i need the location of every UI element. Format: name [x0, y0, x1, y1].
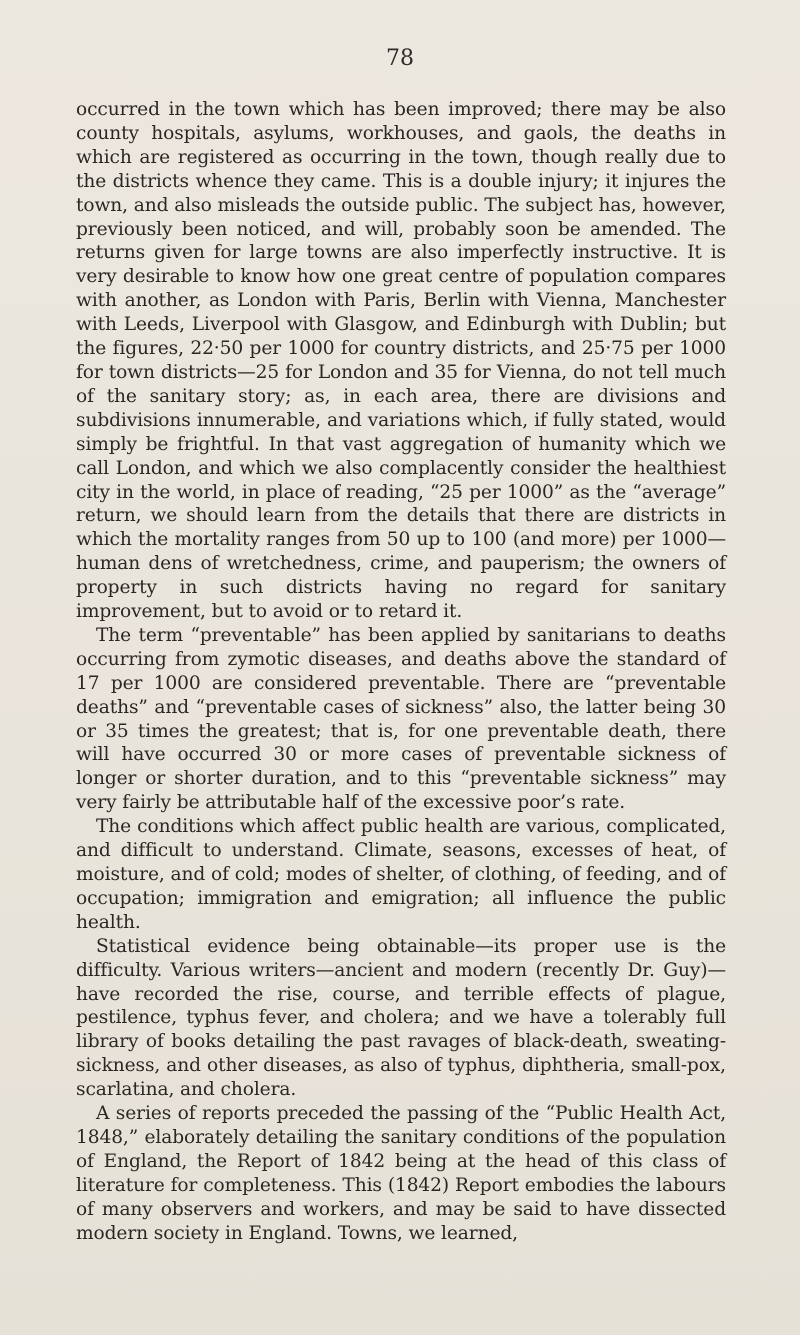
- paragraph-4: Statistical evidence being obtainable—its proper use is the difficulty. Various writers—ancient and modern (recently Dr. Guy)—have recorded the rise, course, and terrible effects of plague, pestilence, typhus fever, and cholera; and we have a tolerably full library of books detailing the past ravages of black-death, sweating-sickness, and other diseases, as also of typhus, diphtheria, small-pox, scarlatina, and cholera.: [76, 935, 726, 1101]
- page-number: 78: [386, 46, 414, 71]
- paragraph-5: A series of reports preceded the passing of the “Public Health Act, 1848,” elaborately detailing the sanitary conditions of the population of England, the Report of 1842 being at the head of this class of literature for completeness. This (1842) Report embodies the labours of many observers and workers, and may be said to have dissected modern society in England. Towns, we learned,: [76, 1103, 726, 1244]
- body-text: [76, 98, 726, 1246]
- paragraph-2: The term “preventable” has been applied by sanitarians to deaths occurring from zymotic diseases, and deaths above the standard of 17 per 1000 are considered preventable. There are “preventable deaths” and “preventable cases of sickness” also, the latter being 30 or 35 times the greatest; that is, for one preventable death, there will have occurred 30 or more cases of preventable sickness of longer or shorter duration, and to this “preventable sickness” may very fairly be attributable half of the excessive poor’s rate.: [76, 624, 726, 814]
- paragraph-3: The conditions which affect public health are various, complicated, and difficult to understand. Climate, seasons, excesses of heat, of moisture, and of cold; modes of shelter, of clothing, of feeding, and of occupation; immigration and emigration; all influence the public health.: [76, 816, 726, 933]
- paragraph-1: occurred in the town which has been improved; there may be also county hospitals, asylums, workhouses, and gaols, the deaths in which are registered as occurring in the town, though really due to the districts whence they came. This is a double injury; it injures the town, and also misleads the outside public. The subject has, however, previously been noticed, and will, probably soon be amended. The returns given for large towns are also imperfectly instructive. It is very desirable to know how one great centre of population compares with another, as London with Paris, Berlin with Vienna, Manchester with Leeds, Liverpool with Glasgow, and Edinburgh with Dublin; but the figures, 22·50 per 1000 for country districts, and 25·75 per 1000 for town districts—25 for London and 35 for Vienna, do not tell much of the sanitary story; as, in each area, there are divisions and subdivisions innumerable, and variations which, if fully stated, would simply be frightful. In that vast aggregation of humanity which we call London, and which we also complacently consider the healthiest city in the world, in place of reading, “25 per 1000” as the “average” return, we should learn from the details that there are districts in which the mortality ranges from 50 up to 100 (and more) per 1000—human dens of wretchedness, crime, and pauperism; the owners of property in such districts having no regard for sanitary improvement, but to avoid or to retard it.: [76, 99, 726, 623]
